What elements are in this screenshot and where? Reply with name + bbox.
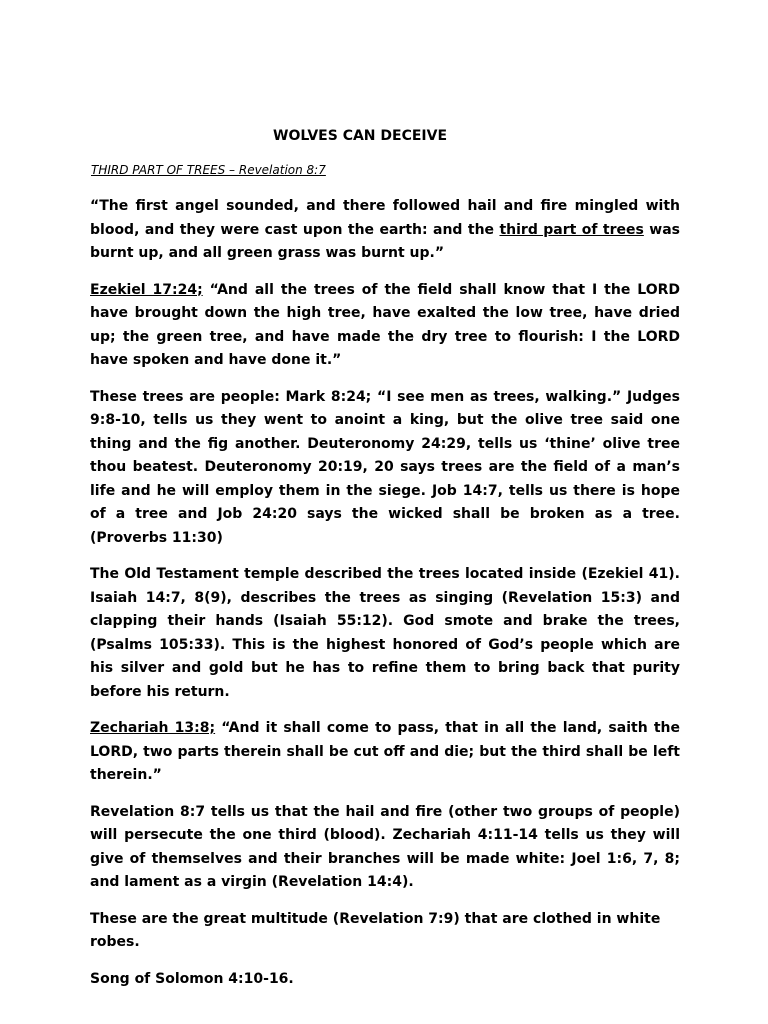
scripture-reference: Ezekiel 17:24; <box>90 281 203 298</box>
paragraph-zechariah <box>90 717 680 788</box>
paragraph-revelation-quote <box>90 195 680 266</box>
paragraph-ezekiel <box>90 279 680 373</box>
document-subtitle: THIRD PART OF TREES – Revelation 8:7 <box>91 163 326 177</box>
scripture-reference: Zechariah 13:8; <box>90 720 216 736</box>
paragraph-great-multitude: These are the great multitude (Revelation 7:9) that are clothed in white robes. <box>90 910 661 950</box>
document-body <box>90 195 680 1004</box>
paragraph-trees-are-people: These trees are people: Mark 8:24; “I see men as trees, walking.” Judges 9:8-10, tells us they went to anoint a king, but the olive tree said one thing and the fig another. Deuteronomy 24:29, tells us ‘thine’ olive tree thou beatest. Deuteronomy 20:19, 20 says trees are the field of a man’s life and he will employ them in the siege. Job 14:7, tells us there is hope of a tree and Job 24:20 says the wicked shall be broken as a tree. (Proverbs 11:30) <box>90 388 680 546</box>
paragraph-revelation-explanation: Revelation 8:7 tells us that the hail and fire (other two groups of people) will persecute the one third (blood). Zechariah 4:11-14 tells us they will give of themselves and their branches will be made white: Joel 1:6, 7, 8; and lament as a virgin (Revelation 14:4). <box>90 803 680 890</box>
document-title: WOLVES CAN DECEIVE <box>273 128 448 144</box>
paragraph-text: “And all the trees of the field shall know that I the LORD have brought down the high tree, have exalted the low tree, have dried up; the green tree, and have made the dry tree to flourish: I the LORD have spoken and have done it.” <box>90 281 680 368</box>
quote-text-end: was burnt up, and all green grass was burnt up.” <box>90 221 681 261</box>
quote-text-start: “The first angel sounded, and there followed hail and fire mingled with blood, and they were cast upon the earth: and the <box>90 198 680 238</box>
underlined-phrase: third part of trees <box>499 221 644 238</box>
paragraph-song-of-solomon: Song of Solomon 4:10-16. <box>90 970 294 987</box>
paragraph-temple-trees: The Old Testament temple described the trees located inside (Ezekiel 41). Isaiah 14:7, 8(9), describes the trees as singing (Revelation 15:3) and clapping their hands (Isaiah 55:12). God smote and brake the trees, (Psalms 105:33). This is the highest honored of God’s people which are his silver and gold but he has to refine them to bring back that purity before his return. <box>90 566 680 700</box>
paragraph-text: “And it shall come to pass, that in all the land, saith the LORD, two parts therein shall be cut off and die; but the third shall be left therein.” <box>90 720 681 783</box>
